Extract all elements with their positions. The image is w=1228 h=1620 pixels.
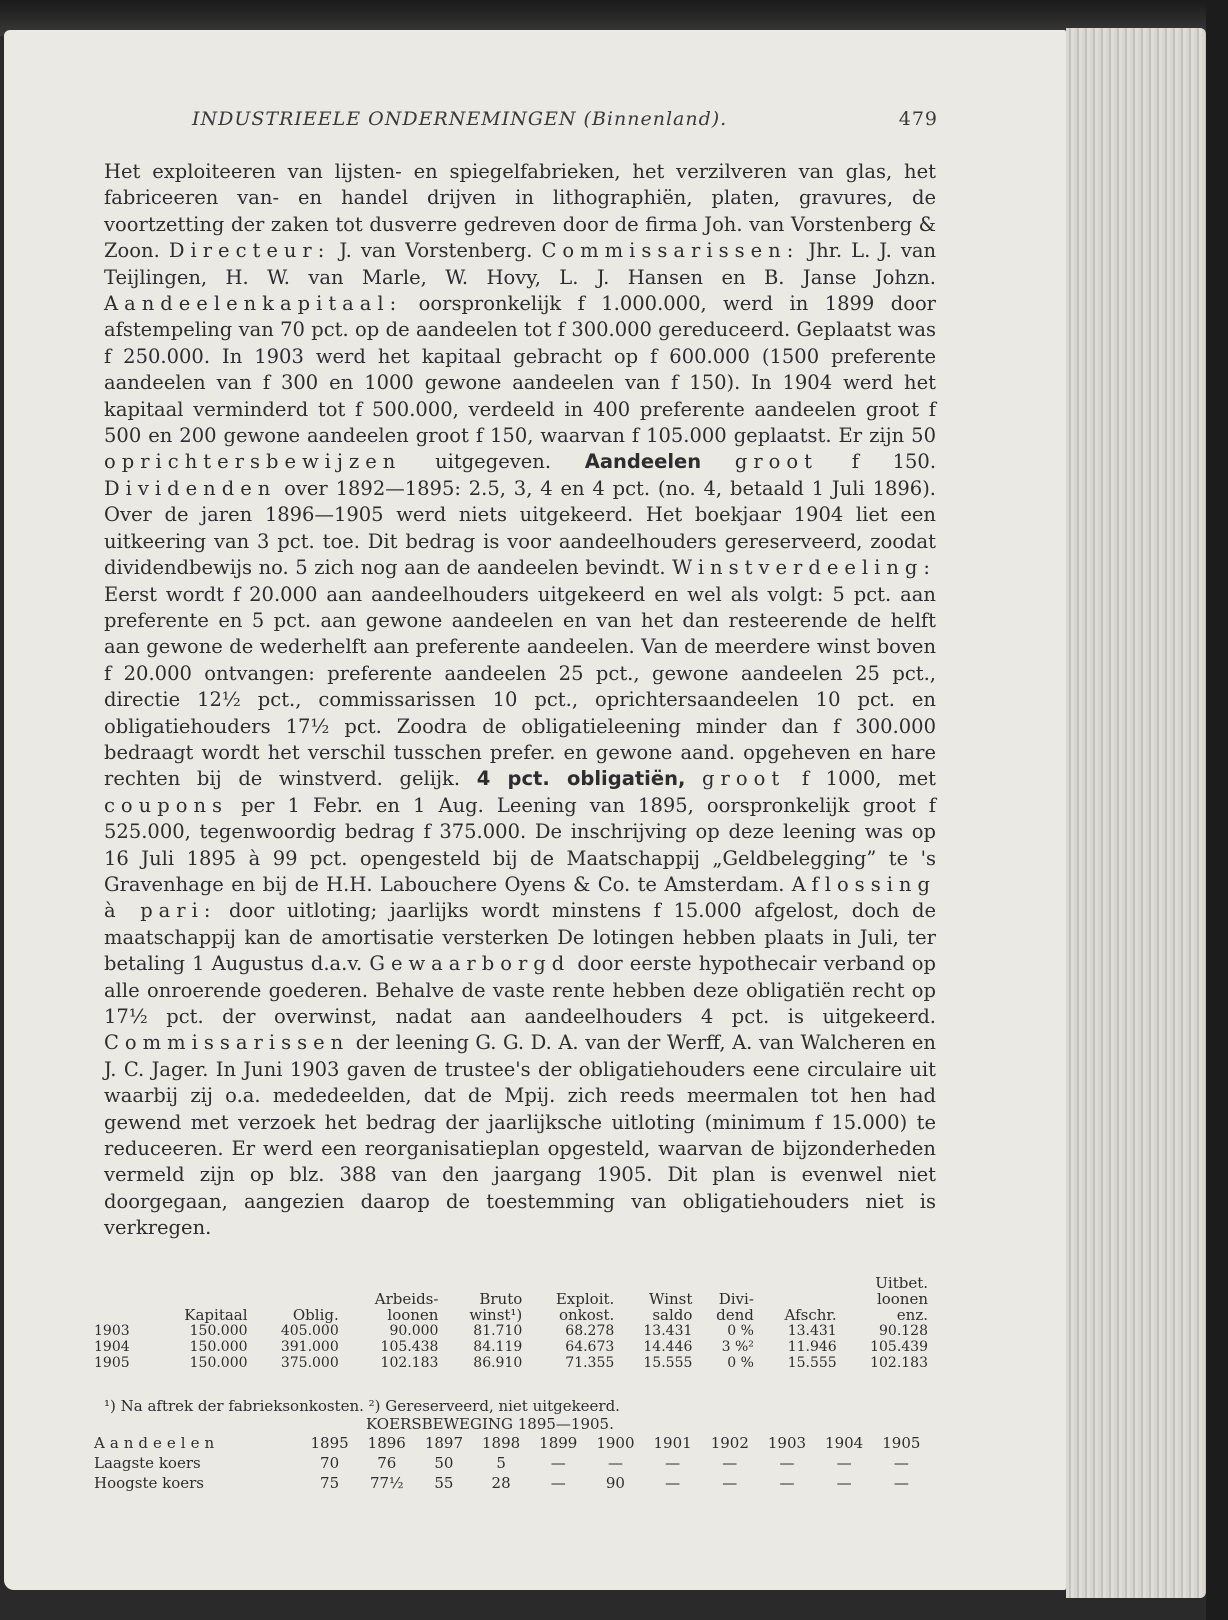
- koers-cell: 1898: [482, 1434, 521, 1452]
- table-cell: loonen: [387, 1306, 439, 1324]
- table-cell: [694, 1275, 756, 1291]
- table-cell: 86.910: [473, 1355, 523, 1371]
- koers-cell: 70: [320, 1454, 340, 1472]
- table-cell: Bruto: [479, 1290, 523, 1308]
- table-cell: [92, 1275, 150, 1291]
- table-cell: 13.431: [643, 1323, 693, 1339]
- table-cell: [616, 1275, 694, 1291]
- koers-row: [92, 1453, 930, 1473]
- table-cell: [524, 1275, 616, 1291]
- table-cell: [92, 1291, 150, 1307]
- koers-cell: 1896: [367, 1434, 406, 1452]
- table-cell: [150, 1275, 249, 1291]
- koers-cell: —: [550, 1454, 566, 1472]
- directeur-label: Directeur:: [168, 239, 331, 263]
- koers-cell: —: [836, 1474, 852, 1492]
- table-cell: [150, 1291, 249, 1307]
- aandeelenkapitaal-label: Aandeelenkapitaal:: [104, 292, 403, 316]
- table-cell: 102.183: [870, 1355, 928, 1371]
- page-number: 479: [898, 108, 938, 130]
- table-cell: 14.446: [643, 1339, 693, 1355]
- table-header-row: [92, 1307, 930, 1323]
- coupons-label: coupons: [104, 793, 229, 817]
- table-cell: [92, 1307, 150, 1323]
- groot-label: groot: [734, 450, 818, 474]
- aflossing-label: Aflossing à pari:: [104, 872, 936, 923]
- table-cell: 64.673: [565, 1339, 615, 1355]
- table-cell: 15.555: [787, 1355, 837, 1371]
- koers-cell: —: [550, 1474, 566, 1492]
- aandeelen-label: Aandeelen: [584, 450, 702, 474]
- table-cell: 11.946: [787, 1339, 837, 1355]
- table-cell: 405.000: [280, 1323, 339, 1339]
- koers-header-row: [92, 1433, 930, 1453]
- table-cell: [756, 1275, 839, 1291]
- koers-cell: 1897: [424, 1434, 464, 1452]
- koers-cell: —: [722, 1474, 738, 1492]
- table-row: [92, 1339, 930, 1355]
- table-cell: [250, 1291, 341, 1307]
- table-cell: saldo: [652, 1306, 693, 1324]
- page-edges: [1066, 28, 1206, 1598]
- koersbeweging-title: KOERSBEWEGING 1895—1905.: [366, 1415, 614, 1433]
- table-cell: 150.000: [189, 1339, 248, 1355]
- koers-row: [92, 1473, 930, 1493]
- table-cell: 1904: [94, 1339, 130, 1355]
- koers-cell: 77½: [369, 1474, 404, 1492]
- koers-cell: 50: [434, 1454, 454, 1472]
- koers-cell: 5: [496, 1454, 506, 1472]
- body-paragraph: [104, 159, 936, 1242]
- table-cell: 90.000: [389, 1323, 439, 1339]
- table-cell: 105.439: [870, 1339, 928, 1355]
- table-cell: Winst: [649, 1290, 693, 1308]
- table-cell: 0 %: [727, 1355, 754, 1371]
- table-cell: 150.000: [189, 1323, 248, 1339]
- table-cell: 3 %²: [721, 1339, 754, 1355]
- oprichtersbewijzen-label: oprichtersbewijzen: [104, 450, 402, 474]
- koers-row-label: Hoogste koers: [94, 1474, 204, 1492]
- koers-cell: 28: [491, 1474, 511, 1492]
- activity-text: Het exploiteeren van lijsten- en spiegelfabrieken, het verzilveren van glas, het fabriceeren van- en handel drijven in lithographiën, platen, gravures, de voortzetting der zaken tot dusverre gedreven door de firma Joh. van Vorstenberg & Zoon.: [104, 160, 936, 263]
- table-cell: Kapitaal: [184, 1306, 248, 1324]
- koers-cell: —: [779, 1454, 795, 1472]
- koers-cell: 1901: [653, 1434, 692, 1452]
- table-cell: 102.183: [380, 1355, 439, 1371]
- dividenden-label: Dividenden: [104, 476, 277, 500]
- table-cell: onkost.: [558, 1306, 615, 1324]
- koers-cell: 1905: [882, 1434, 921, 1452]
- table-cell: 84.119: [473, 1339, 523, 1355]
- koers-cell: 1902: [710, 1434, 749, 1452]
- aflossing-text: door uitloting; jaarlijks wordt minstens f 15.000 afgelost, doch de maatschappij kan de amortisatie versterken De lotingen hebben plaats in Juli, ter betaling 1 Augustus d.a.v.: [104, 899, 937, 976]
- table-row: [92, 1355, 930, 1371]
- table-cell: winst¹): [469, 1306, 523, 1324]
- table-cell: Arbeids-: [374, 1290, 439, 1308]
- table-header-row: [92, 1275, 930, 1291]
- koers-row-label: Aandeelen: [94, 1434, 220, 1452]
- running-head: [192, 108, 942, 134]
- obligatien-label: 4 pct. obligatiën,: [476, 767, 686, 791]
- company-description: [104, 159, 936, 1242]
- book-spine: [1206, 0, 1228, 1620]
- table-cell: dend: [716, 1306, 754, 1324]
- table-cell: [440, 1275, 524, 1291]
- table-cell: 150.000: [189, 1355, 248, 1371]
- dividenden-text: over 1892—1895: 2.5, 3, 4 en 4 pct. (no. 4, betaald 1 Juli 1896). Over de jaren 1896—1905 werd niets uitgekeerd. Het boekjaar 1904 liet een uitkeering van 3 pct. toe. Dit bedrag is voor aandeelhouders gereserveerd, zoodat dividendbewijs no. 5 zich nog aan de aandeelen bevindt.: [104, 476, 936, 580]
- koers-cell: 1903: [767, 1434, 807, 1452]
- aandeelenkapitaal-text: oorspronkelijk f 1.000.000, werd in 1899 door afstempeling van 70 pct. op de aandeelen tot f 300.000 gereduceerd. Geplaatst was f 250.000. In 1903 werd het kapitaal gebracht op f 600.000 (1500 preferente aandeelen van f 300 en 1000 gewone aandeelen van f 150). In 1904 werd het kapitaal verminderd tot f 500.000, verdeeld in 400 preferente aandeelen groot f 500 en 200 gewone aandeelen groot f 150, waarvan f 105.000 geplaatst. Er zijn 50: [104, 292, 936, 448]
- koers-cell: —: [607, 1454, 623, 1472]
- table-cell: 1905: [94, 1355, 130, 1371]
- table-cell: 13.431: [787, 1323, 837, 1339]
- obligatien-text-b: per 1 Febr. en 1 Aug. Leening van 1895, oorspronkelijk groot f 525.000, tegenwoordig bedrag f 375.000. De inschrijving op deze leening was op 16 Juli 1895 à 99 pct. opengesteld bij de Maatschappij „Geldbelegging” te 's Gravenhage en bij de H.H. Labouchere Oyens & Co. te Amsterdam.: [104, 793, 936, 896]
- table-cell: 105.438: [380, 1339, 439, 1355]
- table-row: [92, 1323, 930, 1339]
- commissarissen-label: Commissarissen:: [541, 239, 800, 263]
- running-head-title: INDUSTRIEELE ONDERNEMINGEN (Binnenland).: [192, 108, 728, 130]
- table-cell: 90.128: [879, 1323, 928, 1339]
- table-footnote: ¹) Na aftrek der fabrieksonkosten. ²) Gereserveerd, niet uitgekeerd.: [104, 1397, 620, 1415]
- obligatien-text-a: f 1000, met: [801, 767, 937, 791]
- commissarissen-leening-label: Commissarissen: [104, 1031, 350, 1055]
- aandeelen-text: f 150.: [851, 450, 937, 474]
- table-header-row: [92, 1291, 930, 1307]
- table-cell: 71.355: [565, 1355, 615, 1371]
- table-cell: 68.278: [565, 1323, 615, 1339]
- koers-cell: 75: [320, 1474, 340, 1492]
- table-cell: 81.710: [473, 1323, 523, 1339]
- oprichtersbewijzen-text: uitgegeven.: [435, 450, 552, 474]
- koers-cell: 76: [377, 1454, 397, 1472]
- table-cell: [756, 1291, 839, 1307]
- table-cell: 375.000: [280, 1355, 339, 1371]
- table-cell: 15.555: [643, 1355, 693, 1371]
- table-cell: loonen: [876, 1290, 928, 1308]
- commissarissen-leening-text: der leening G. G. D. A. van der Werff, A. van Walcheren en J. C. Jager. In Juni 1903 gaven de trustee's der obligatiehouders eene circulaire uit waarbij zij o.a. mededeelden, dat de Mpij. zich reeds meermalen tot hen had gewend met verzoek het bedrag der jaarlijksche uitloting (minimum f 15.000) te reduceeren. Er werd een reorganisatieplan opgesteld, waarvan de bijzonderheden vermeld zijn op blz. 388 van den jaargang 1905. Dit plan is evenwel niet doorgegaan, aangezien daarop de toestemming van obligatiehouders niet is verkregen.: [104, 1031, 936, 1240]
- koers-cell: —: [836, 1454, 852, 1472]
- koers-cell: —: [665, 1454, 681, 1472]
- table-cell: 0 %: [727, 1323, 754, 1339]
- koers-row-label: Laagste koers: [94, 1454, 201, 1472]
- table-cell: Exploit.: [555, 1290, 615, 1308]
- table-cell: Oblig.: [292, 1306, 339, 1324]
- koers-cell: 90: [605, 1474, 625, 1492]
- commissarissen-text: Jhr. L. J. van Teijlingen, H. W. van Marle, W. Hovy, L. J. Hansen en B. Janse Johzn.: [104, 239, 937, 289]
- table-cell: [341, 1275, 441, 1291]
- table-cell: enz.: [896, 1306, 928, 1324]
- koers-cell: 1895: [310, 1434, 349, 1452]
- table-cell: [250, 1275, 341, 1291]
- winstverdeeling-text: Eerst wordt f 20.000 aan aandeelhouders uitgekeerd en wel als volgt: 5 pct. aan preferente en 5 pct. aan gewone aandeelen en van het dan resteerende de helft aan gewone de wederhelft aan preferente aandeelen. Van de meerdere winst boven f 20.000 ontvangen: preferente aandeelen 25 pct., gewone aandeelen 25 pct., directie 12½ pct., commissarissen 10 pct., oprichtersaandeelen 10 pct. en obligatiehouders 17½ pct. Zoodra de obligatieleening minder dan f 300.000 bedraagt wordt het verschil tusschen prefer. en gewone aand. opgeheven en hare rechten bij de winstverd. gelijk.: [104, 582, 936, 791]
- table-cell: 1903: [94, 1323, 130, 1339]
- directeur-text: J. van Vorstenberg.: [339, 239, 533, 263]
- table-cell: Afschr.: [784, 1306, 837, 1324]
- koers-cell: 1900: [596, 1434, 635, 1452]
- gewaarborgd-text: door eerste hypothecair verband op alle onroerende goederen. Behalve de vaste rente hebben deze obligatiën recht op 17½ pct. der overwinst, nadat aan aandeelhouders 4 pct. is uitgekeerd.: [104, 952, 937, 1028]
- table-cell: Divi-: [718, 1290, 754, 1308]
- koers-cell: —: [893, 1474, 909, 1492]
- koers-cell: 55: [434, 1474, 454, 1492]
- koers-cell: 1899: [539, 1434, 578, 1452]
- koers-cell: 1904: [825, 1434, 864, 1452]
- table-cell: Uitbet.: [875, 1274, 928, 1292]
- koers-cell: —: [665, 1474, 681, 1492]
- groot-label-2: groot: [702, 767, 786, 791]
- gewaarborgd-label: Gewaarborgd: [369, 952, 571, 976]
- koers-cell: —: [893, 1454, 909, 1472]
- results-table: [92, 1275, 930, 1371]
- winstverdeeling-label: Winstverdeeling:: [672, 556, 936, 580]
- koers-cell: —: [779, 1474, 795, 1492]
- koers-cell: —: [722, 1454, 738, 1472]
- koersbeweging-table: [92, 1433, 930, 1493]
- table-cell: 391.000: [280, 1339, 339, 1355]
